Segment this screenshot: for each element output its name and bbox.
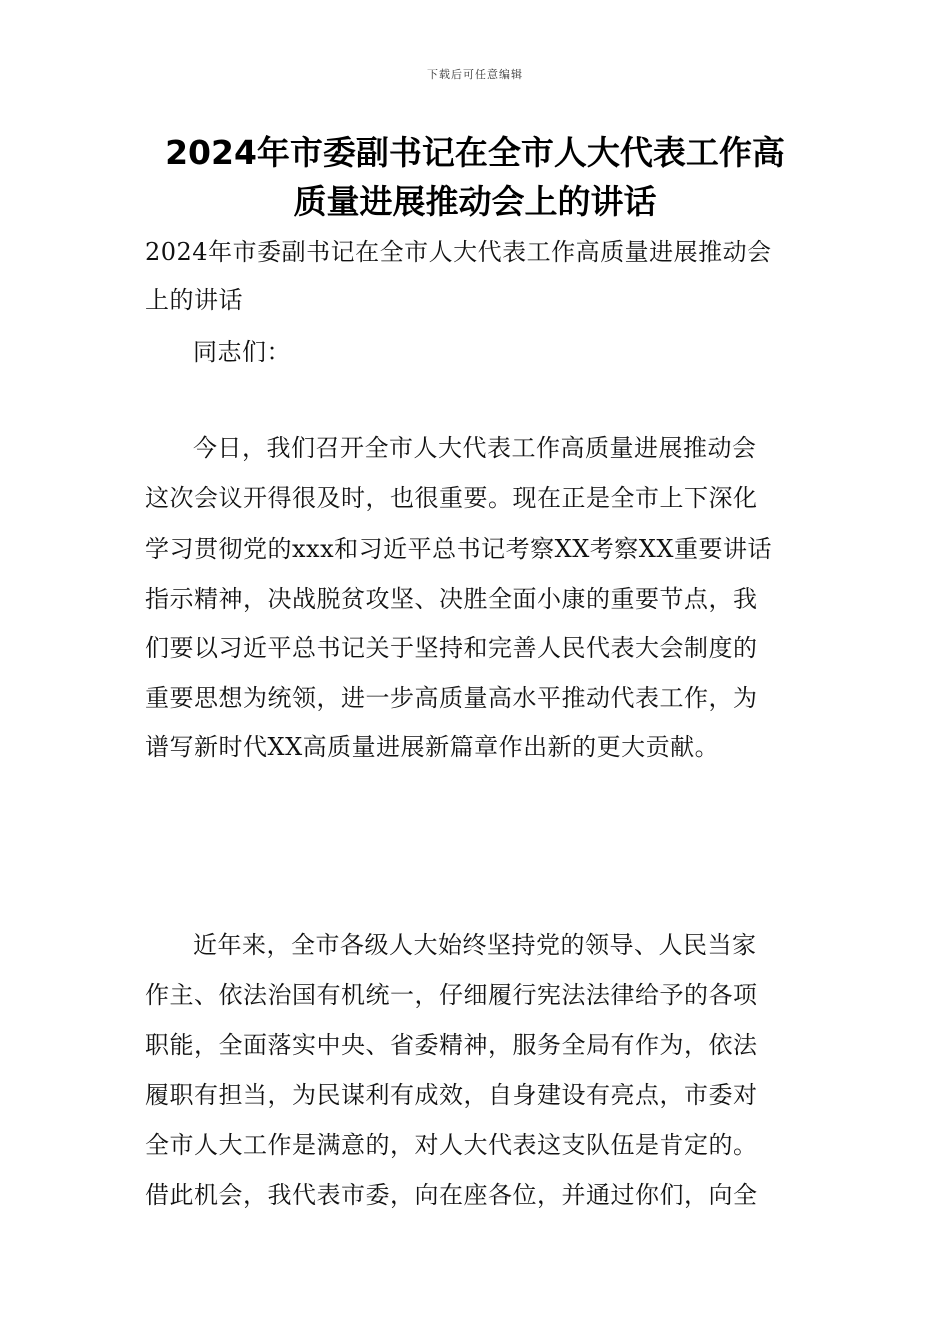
subtitle-line: 2024年市委副书记在全市人大代表工作高质量进展推动会 (145, 238, 772, 266)
header-note: 下载后可任意编辑 (427, 68, 523, 81)
paragraph-line: 全市人大工作是满意的，对人大代表这支队伍是肯定的。 (145, 1131, 758, 1159)
paragraph-line: 近年来，全市各级人大始终坚持党的领导、人民当家 (193, 931, 757, 959)
document-title (120, 128, 830, 226)
paragraph-line: 这次会议开得很及时，也很重要。现在正是全市上下深化 (145, 484, 758, 512)
paragraph-line: 指示精神，决战脱贫攻坚、决胜全面小康的重要节点，我 (145, 585, 758, 613)
paragraph-line: 作主、依法治国有机统一，仔细履行宪法法律给予的各项 (145, 981, 758, 1009)
paragraph-line: 职能，全面落实中央、省委精神，服务全局有作为，依法 (145, 1031, 758, 1059)
paragraph-line: 们要以习近平总书记关于坚持和完善人民代表大会制度的 (145, 634, 758, 662)
paragraph-line: 重要思想为统领，进一步高质量高水平推动代表工作，为 (145, 684, 758, 712)
paragraph-line: 今日，我们召开全市人大代表工作高质量进展推动会 (193, 434, 757, 462)
paragraph-line: 谱写新时代XX高质量进展新篇章作出新的更大贡献。 (145, 733, 720, 761)
title-line: 质量进展推动会上的讲话 (293, 182, 657, 221)
subtitle-line: 上的讲话 (145, 286, 243, 314)
paragraph-line: 学习贯彻党的xxx和习近平总书记考察XX考察XX重要讲话 (145, 535, 772, 563)
title-line: 2024年市委副书记在全市人大代表工作高 (165, 133, 785, 172)
paragraph-line: 借此机会，我代表市委，向在座各位，并通过你们，向全 (145, 1181, 758, 1209)
paragraph-line: 履职有担当，为民谋利有成效，自身建设有亮点，市委对 (145, 1081, 758, 1109)
salutation: 同志们： (193, 338, 291, 366)
